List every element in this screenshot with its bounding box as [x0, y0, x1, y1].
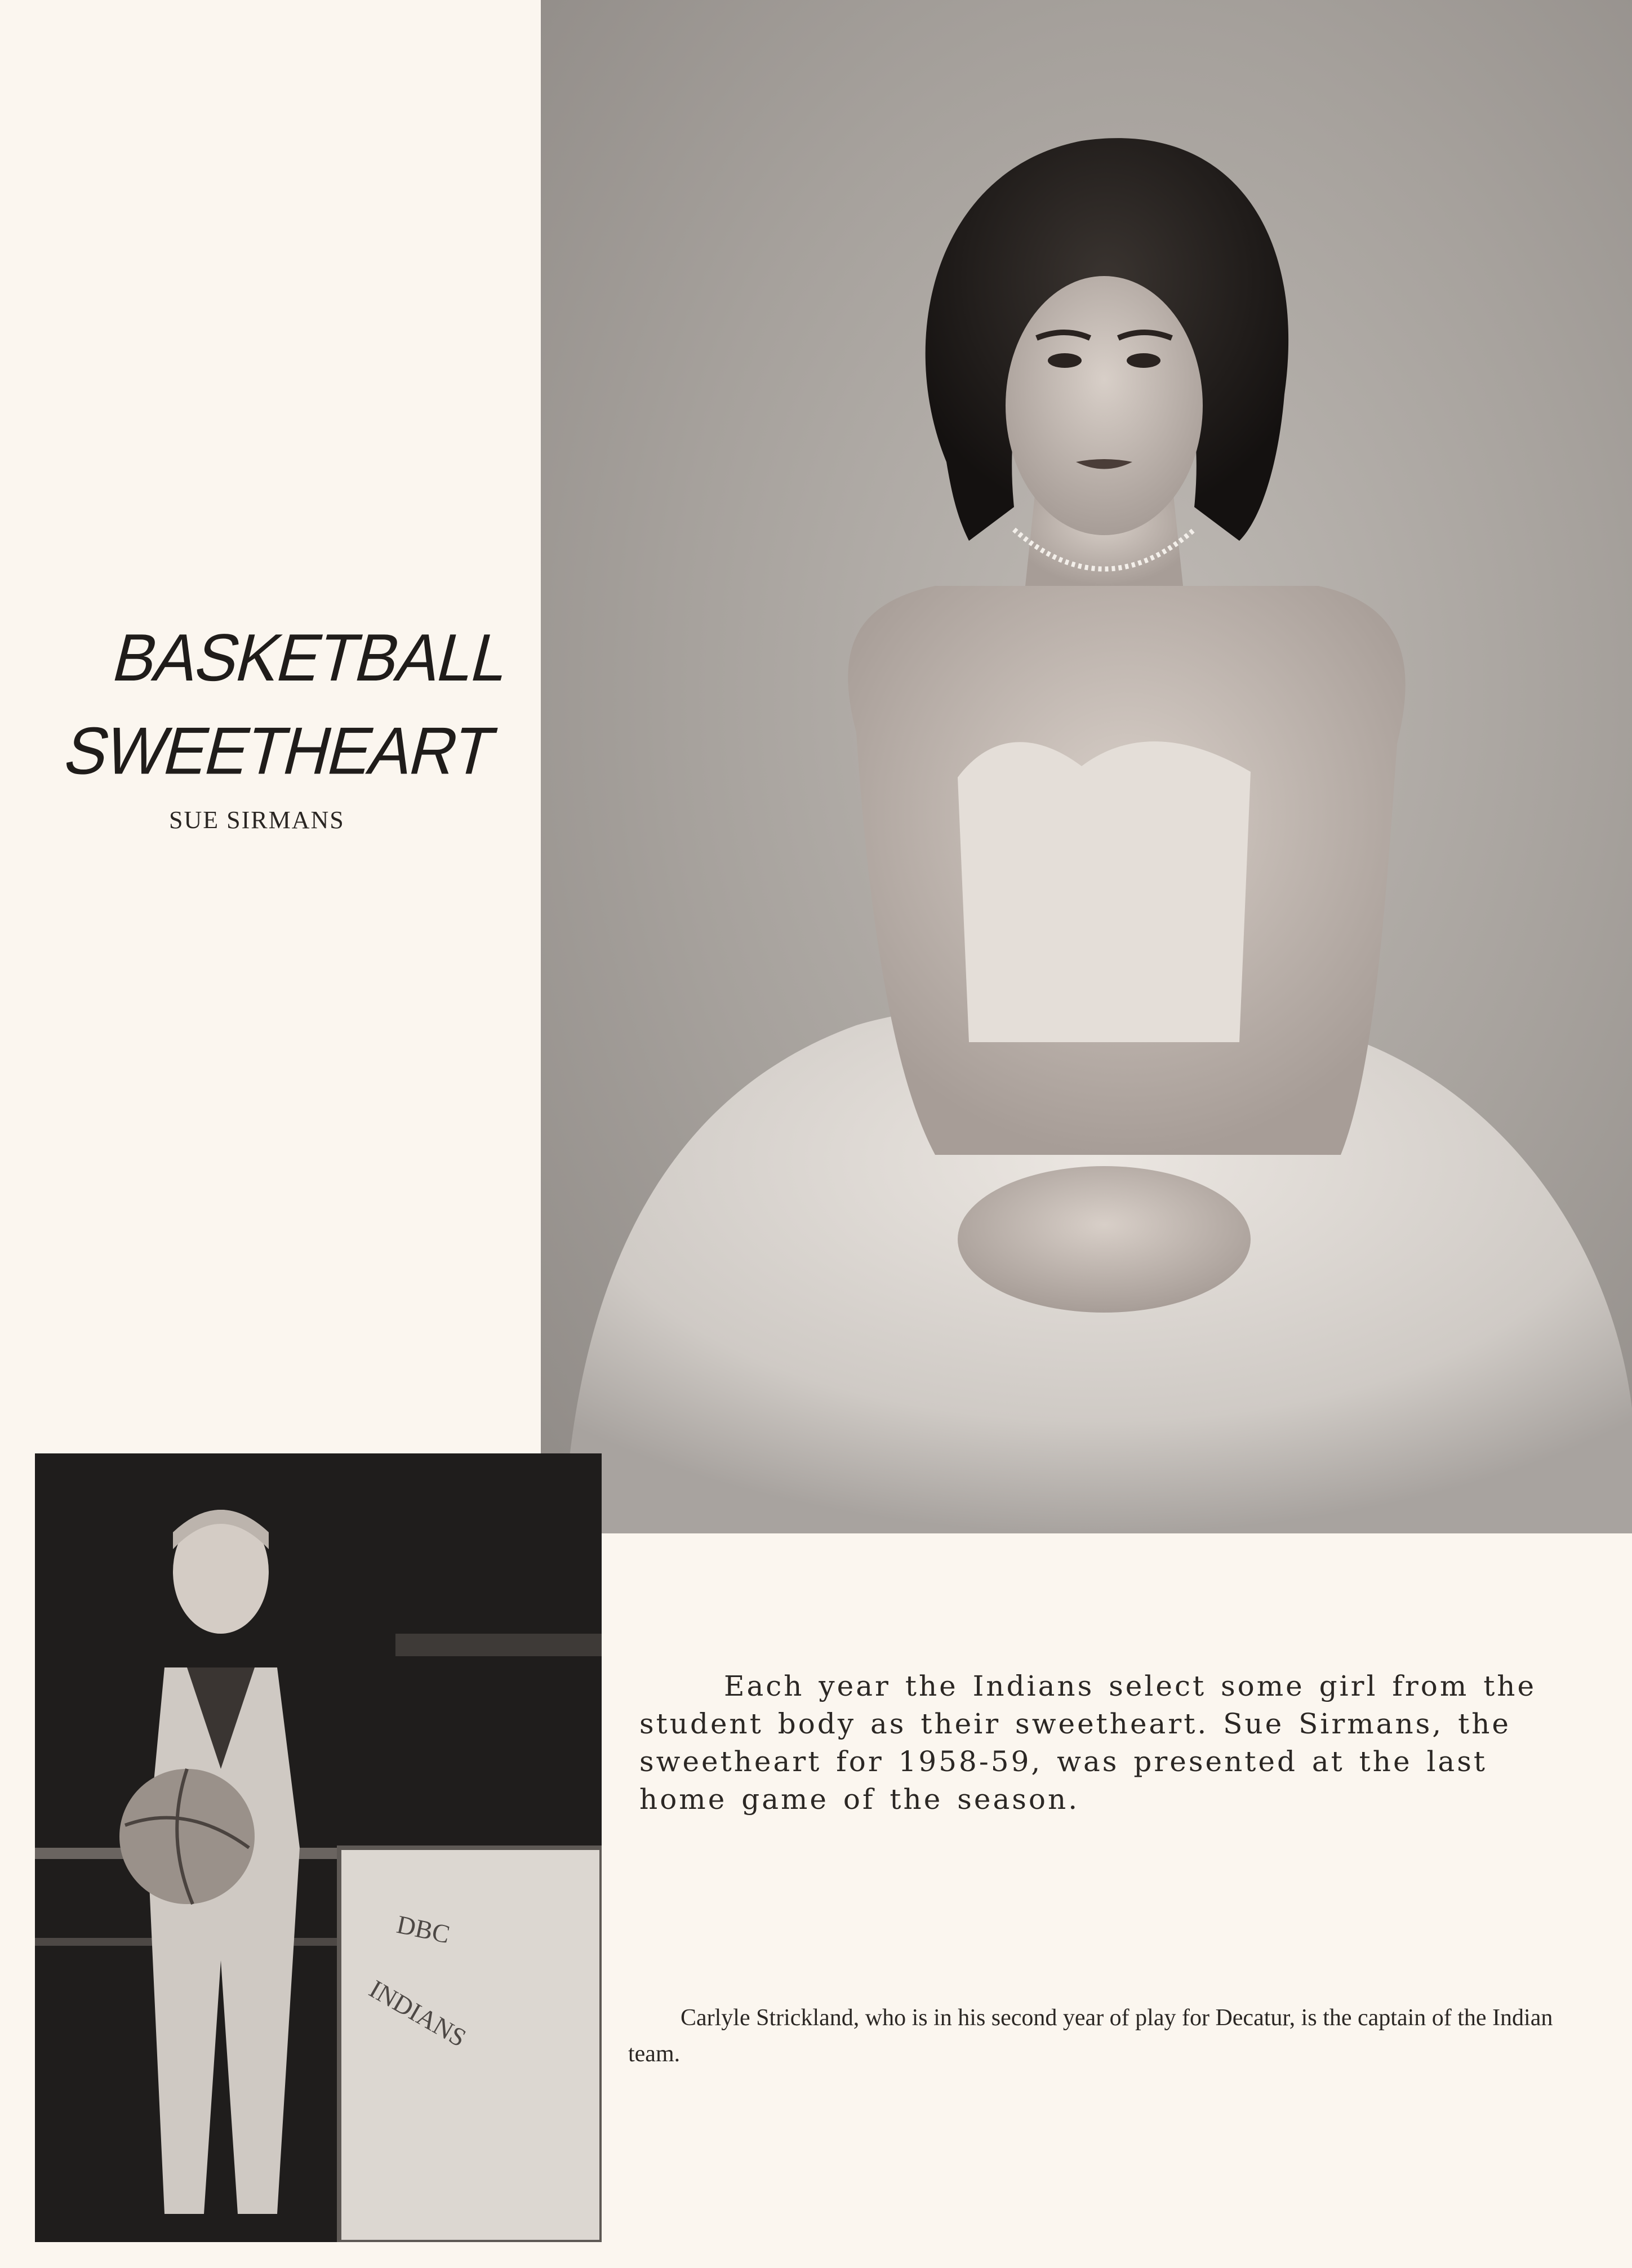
player-caption: Carlyle Strickland, who is in his second year of play for Decatur, is the captain of the Indian team. — [628, 2005, 1553, 2067]
title-line-1: BASKETBALL — [105, 620, 517, 695]
player-illustration — [35, 1453, 602, 2242]
box-label-line-2: INDIANS — [364, 1974, 472, 2053]
player-photo — [35, 1453, 602, 2242]
sweetheart-name: SUE SIRMANS — [169, 806, 345, 834]
sweetheart-caption: Each year the Indians select some girl from the student body as their sweetheart. Sue Sirmans, the sweetheart for 1958-59, was presented at the last home game of the season. — [639, 1670, 1537, 1816]
page-title — [50, 611, 517, 798]
portrait-illustration — [541, 0, 1632, 1533]
box-label-line-1: DBC — [394, 1909, 453, 1949]
title-line-2: SWEETHEART — [57, 713, 502, 788]
sweetheart-portrait-photo — [541, 0, 1632, 1533]
